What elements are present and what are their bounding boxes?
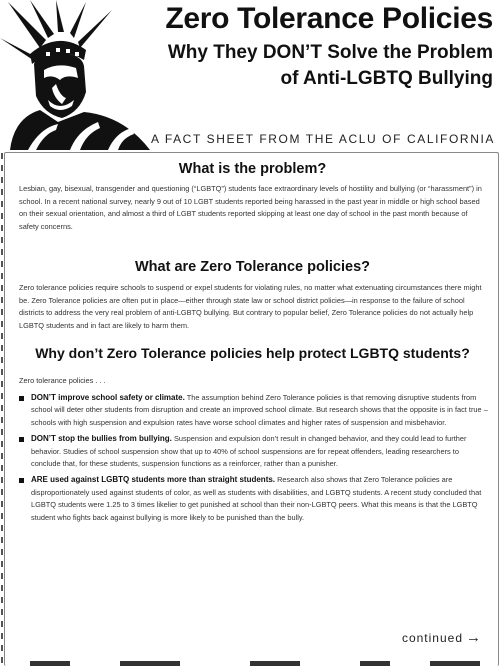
fact-sheet-tagline: A FACT SHEET FROM THE ACLU OF CALIFORNIA (150, 132, 495, 146)
page-title: Zero Tolerance Policies (165, 2, 493, 35)
continued-label: continued (401, 631, 463, 645)
why-intro: Zero tolerance policies . . . (19, 376, 106, 385)
list-item (19, 392, 489, 429)
bullet-lead: DON’T stop the bullies from bullying. (31, 434, 172, 444)
bullet-text: The assumption behind Zero Tolerance policies is that removing disruptive students from school will deter other students from disruption and create an improved school climate. But research shows that the opposite is in fact true – schools with high suspension and expulsion rates have worse school climates and higher rates of suspension and misbehavior. (31, 393, 488, 427)
page-edge-marks (0, 658, 501, 666)
subtitle-line-1: Why They DON’T Solve the Problem (167, 42, 493, 63)
bullet-icon (19, 396, 24, 401)
list-item (19, 474, 489, 524)
reasons-list (19, 392, 489, 528)
bullet-text: Research also shows that Zero Tolerance policies are disproportionately used against students of color, as well as students with disabilities, and LGBTQ students. A recent study concluded that LGBTQ students were 1.25 to 3 times likelier to get punished at school than their non-LGBTQ peers. What this means is that the LGBTQ student who fights back against bullying is more likely to be punished than the bully. (31, 475, 482, 522)
bullet-lead: ARE used against LGBTQ students more than straight students. (31, 475, 276, 485)
page-header (0, 0, 501, 150)
problem-paragraph: Lesbian, gay, bisexual, transgender and questioning (“LGBTQ”) students face extraordinary levels of hostility and bullying (or “harassment”) in school. In a recent national survey, nearly 9 out of 10 LGBT students reported being harassed in the past year in middle or high school based on their sexual orientation, and almost a third of LGBT students reported skipping at least one day of school in the past month because of safety concerns. (19, 184, 482, 231)
subtitle-line-2: of Anti-LGBTQ Bullying (280, 68, 493, 89)
why-heading: Why don’t Zero Tolerance policies help protect LGBTQ students? (35, 345, 470, 361)
statue-of-liberty-icon (0, 0, 160, 150)
bullet-icon (19, 437, 24, 442)
policies-paragraph: Zero tolerance policies require schools to suspend or expel students for violating rules, no matter what extenuating circumstances there might be. Zero Tolerance policies are often put in place—either through state law or school district policies—in response to the failure of school districts to address the very real problem of anti-LGBTQ bullying. But contrary to popular belief, Zero Tolerance policies do not actually help LGBTQ students and in fact are likely to harm them. (19, 283, 482, 330)
policies-heading: What are Zero Tolerance policies? (134, 259, 371, 275)
bullet-text: Suspension and expulsion don’t result in changed behavior, and they could lead to further behavior. Studies of school suspension show that up to 40% of school suspensions are for repeat offenders, leading researchers to conclude that, for these students, suspension functions as a reinforcer, rather than a punisher. (31, 434, 467, 469)
fact-sheet-body (4, 152, 499, 666)
list-item (19, 433, 489, 470)
problem-heading: What is the problem? (178, 161, 327, 177)
arrow-right-icon: → (466, 629, 482, 646)
page-subtitle (168, 40, 493, 92)
continued-link[interactable] (402, 629, 482, 646)
bullet-lead: DON’T improve school safety or climate. (31, 393, 185, 402)
bullet-icon (19, 478, 24, 483)
